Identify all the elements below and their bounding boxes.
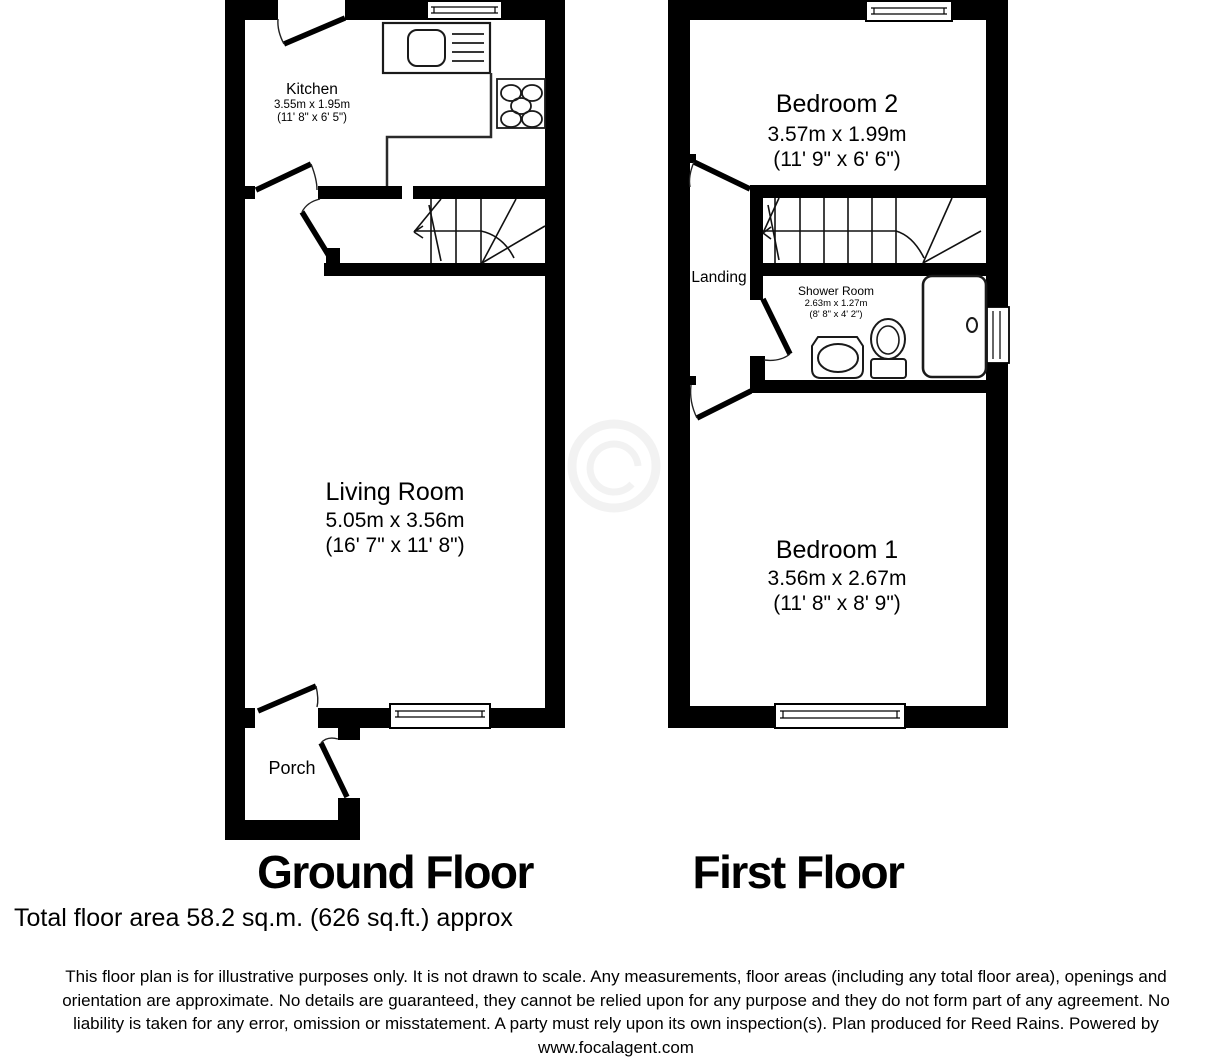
room-dims-shower-room-metric: 2.63m x 1.27m xyxy=(686,299,986,309)
watermark xyxy=(572,424,656,508)
room-dims-kitchen-metric: 3.55m x 1.95m xyxy=(162,99,462,112)
stairs-ground-floor xyxy=(414,199,545,263)
bedroom1-door xyxy=(691,385,751,418)
room-label-living-room: Living Room xyxy=(245,479,545,507)
ground-floor-plan xyxy=(225,0,565,840)
room-label-bedroom2: Bedroom 2 xyxy=(687,91,987,119)
bedroom1-window xyxy=(775,704,905,728)
disclaimer-line: liability is taken for any error, omission or misstatement. A party must rely upon its own inspection(s). Plan produced for Reed Rains. Powered by xyxy=(0,1012,1232,1036)
first-floor-title: First Floor xyxy=(598,847,998,898)
room-label-kitchen: Kitchen xyxy=(162,81,462,98)
kitchen-hob xyxy=(497,79,545,128)
kitchen-sink-unit xyxy=(383,23,490,73)
room-dims-bedroom2-imperial: (11' 9" x 6' 6") xyxy=(687,148,987,171)
kitchen-window xyxy=(427,1,502,19)
room-label-shower-room: Shower Room xyxy=(686,285,986,298)
stairs-first-floor xyxy=(763,198,981,263)
room-label-bedroom1: Bedroom 1 xyxy=(687,537,987,565)
room-dims-bedroom1-imperial: (11' 8" x 8' 9") xyxy=(687,592,987,615)
cupboard-door xyxy=(302,199,329,256)
room-dims-shower-room-imperial: (8' 8" x 4' 2") xyxy=(686,310,986,320)
room-label-landing: Landing xyxy=(619,269,819,286)
room-dims-kitchen-imperial: (11' 8" x 6' 5") xyxy=(162,112,462,125)
shower-room-window xyxy=(987,307,1009,363)
ground-floor-title: Ground Floor xyxy=(195,847,595,898)
total-floor-area: Total floor area 58.2 sq.m. (626 sq.ft.) approx xyxy=(14,904,513,933)
disclaimer-line: www.focalagent.com xyxy=(0,1036,1232,1059)
toilet xyxy=(871,319,906,378)
living-room-window xyxy=(390,704,490,728)
disclaimer-line: orientation are approximate. No details are guaranteed, they cannot be relied upon for any purpose and they do not form part of any agreement. No xyxy=(0,989,1232,1013)
room-dims-living-room-metric: 5.05m x 3.56m xyxy=(245,509,545,532)
kitchen-bottom-door xyxy=(256,164,317,190)
room-dims-living-room-imperial: (16' 7" x 11' 8") xyxy=(245,534,545,557)
room-dims-bedroom1-metric: 3.56m x 2.67m xyxy=(687,567,987,590)
kitchen-top-door xyxy=(278,18,345,44)
disclaimer-text xyxy=(0,965,1232,1059)
disclaimer-line: This floor plan is for illustrative purposes only. It is not drawn to scale. Any measurements, floor areas (including any total floor area), openings and xyxy=(0,965,1232,989)
room-dims-bedroom2-metric: 3.57m x 1.99m xyxy=(687,123,987,146)
wash-basin xyxy=(812,337,863,378)
room-label-porch: Porch xyxy=(192,759,392,779)
front-door xyxy=(258,686,318,711)
bedroom2-window xyxy=(866,1,952,21)
